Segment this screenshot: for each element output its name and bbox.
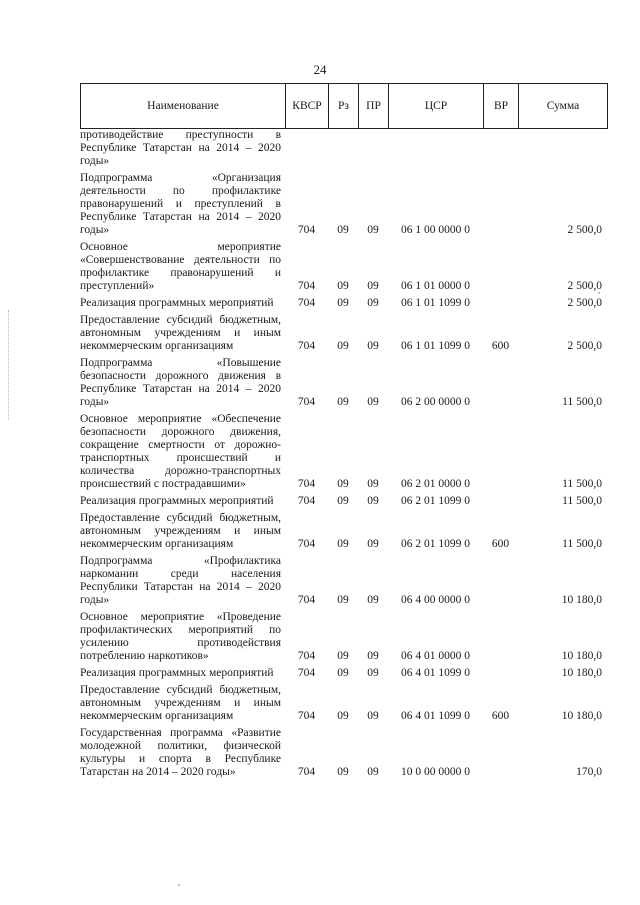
row-sum: 2 500,0: [567, 297, 602, 309]
row-name: Государственная программа «Развитие молодежной политики, физической культуры и спорта в Республике Татарстан на 2014 – 2020 годы»: [80, 727, 281, 778]
row-kvsr: 704: [297, 667, 316, 679]
table-header: [80, 83, 608, 129]
row-pr: 09: [367, 650, 379, 662]
header-sum: Сумма: [546, 100, 580, 112]
row-name: Реализация программных мероприятий: [80, 667, 274, 679]
row-pr: 09: [367, 594, 379, 606]
row-kvsr: 704: [297, 594, 316, 606]
header-pr: ПР: [359, 84, 389, 128]
row-rz: 09: [337, 495, 349, 507]
header-vr: ВР: [484, 84, 519, 128]
row-rz: 09: [337, 766, 349, 778]
row-sum: 11 500,0: [562, 478, 602, 490]
row-kvsr: 704: [297, 478, 316, 490]
row-sum: 10 180,0: [561, 594, 602, 606]
table-row: [80, 172, 608, 237]
table-body: [80, 129, 608, 779]
row-rz: 09: [337, 280, 349, 292]
row-name: Основное мероприятие «Совершенствование деятельности по профилактике правонарушений и преступлений»: [80, 241, 281, 292]
table-row: [80, 413, 608, 491]
row-vr: 600: [491, 340, 510, 352]
header-name: Наименование: [81, 84, 286, 128]
row-rz: 09: [337, 297, 349, 309]
table-row: [80, 512, 608, 551]
table-row: [80, 357, 608, 409]
row-sum: 2 500,0: [567, 340, 602, 352]
row-name: Подпрограмма «Профилактика наркомании среди населения Республики Татарстан на 2014 – 2020 годы»: [80, 555, 281, 606]
table-row: [80, 727, 608, 779]
table-row: [80, 611, 608, 663]
row-rz: 09: [337, 340, 349, 352]
row-sum: 2 500,0: [567, 280, 602, 292]
table-row: [80, 667, 608, 680]
row-name: Реализация программных мероприятий: [80, 495, 274, 507]
row-pr: 09: [367, 224, 379, 236]
row-csr: 06 1 00 0000 0: [401, 224, 470, 236]
table-row: [80, 129, 608, 168]
row-rz: 09: [337, 650, 349, 662]
row-csr: 06 2 00 0000 0: [401, 396, 470, 408]
header-csr: ЦСР: [389, 84, 484, 128]
row-rz: 09: [337, 594, 349, 606]
row-name: Подпрограмма «Организация деятельности по профилактике правонарушений и преступлений в Республике Татарстан на 2014 – 2020 годы»: [80, 172, 281, 236]
row-kvsr: 704: [297, 396, 316, 408]
page-number: 24: [313, 62, 327, 77]
scan-speck: [598, 292, 600, 294]
row-sum: 10 180,0: [561, 650, 602, 662]
row-name: Реализация программных мероприятий: [80, 297, 274, 309]
row-rz: 09: [337, 538, 349, 550]
row-pr: 09: [367, 667, 379, 679]
row-rz: 09: [337, 710, 349, 722]
row-kvsr: 704: [297, 297, 316, 309]
row-csr: 06 4 01 0000 0: [401, 650, 470, 662]
row-sum: 10 180,0: [561, 667, 602, 679]
table-row: [80, 555, 608, 607]
row-name: Предоставление субсидий бюджетным, автономным учреждениям и иным некоммерческим организациям: [80, 314, 281, 352]
row-pr: 09: [367, 495, 379, 507]
row-csr: 06 1 01 0000 0: [401, 280, 470, 292]
row-name: противодействие преступности в Республике Татарстан на 2014 – 2020 годы»: [80, 129, 281, 167]
row-kvsr: 704: [297, 224, 316, 236]
row-kvsr: 704: [297, 650, 316, 662]
row-sum: 2 500,0: [567, 224, 602, 236]
row-csr: 06 2 01 0000 0: [401, 478, 470, 490]
row-pr: 09: [367, 280, 379, 292]
row-pr: 09: [367, 478, 379, 490]
scan-speck: [178, 884, 180, 886]
row-csr: 06 2 01 1099 0: [401, 538, 470, 550]
row-rz: 09: [337, 478, 349, 490]
row-sum: 11 500,0: [562, 396, 602, 408]
table-row: [80, 241, 608, 293]
row-rz: 09: [337, 396, 349, 408]
row-kvsr: 704: [297, 340, 316, 352]
row-pr: 09: [367, 340, 379, 352]
margin-scan-marks: [8, 310, 11, 420]
row-name: Предоставление субсидий бюджетным, автономным учреждениям и иным некоммерческим организациям: [80, 512, 281, 550]
header-kvsr: КВСР: [286, 84, 329, 128]
row-vr: 600: [491, 538, 510, 550]
row-csr: 06 4 01 1099 0: [401, 667, 470, 679]
row-vr: 600: [491, 710, 510, 722]
row-name: Подпрограмма «Повышение безопасности дорожного движения в Республике Татарстан на 2014 – 2020 годы»: [80, 357, 281, 408]
row-kvsr: 704: [297, 495, 316, 507]
row-csr: 06 1 01 1099 0: [401, 340, 470, 352]
row-sum: 10 180,0: [561, 710, 602, 722]
row-pr: 09: [367, 396, 379, 408]
row-pr: 09: [367, 766, 379, 778]
row-pr: 09: [367, 297, 379, 309]
row-csr: 10 0 00 0000 0: [401, 766, 470, 778]
row-sum: 170,0: [576, 766, 602, 778]
row-kvsr: 704: [297, 710, 316, 722]
row-sum: 11 500,0: [562, 538, 602, 550]
table-row: [80, 314, 608, 353]
row-kvsr: 704: [297, 538, 316, 550]
row-sum: 11 500,0: [562, 495, 602, 507]
row-pr: 09: [367, 710, 379, 722]
row-csr: 06 2 01 1099 0: [401, 495, 470, 507]
row-name: Предоставление субсидий бюджетным, автономным учреждениям и иным некоммерческим организациям: [80, 684, 281, 722]
table-row: [80, 297, 608, 310]
row-csr: 06 1 01 1099 0: [401, 297, 470, 309]
row-csr: 06 4 00 0000 0: [401, 594, 470, 606]
table-row: [80, 684, 608, 723]
row-kvsr: 704: [297, 766, 316, 778]
row-rz: 09: [337, 667, 349, 679]
row-name: Основное мероприятие «Обеспечение безопасности дорожного движения, сокращение смертности от дорожно-транспортных происшествий и количества дорожно-транспортных происшествий с пострадавшими»: [80, 413, 281, 490]
row-kvsr: 704: [297, 280, 316, 292]
header-rz: Рз: [329, 84, 359, 128]
table-row: [80, 495, 608, 508]
row-name: Основное мероприятие «Проведение профилактических мероприятий по усилению противодействия потреблению наркотиков»: [80, 611, 281, 662]
row-rz: 09: [337, 224, 349, 236]
row-pr: 09: [367, 538, 379, 550]
row-csr: 06 4 01 1099 0: [401, 710, 470, 722]
